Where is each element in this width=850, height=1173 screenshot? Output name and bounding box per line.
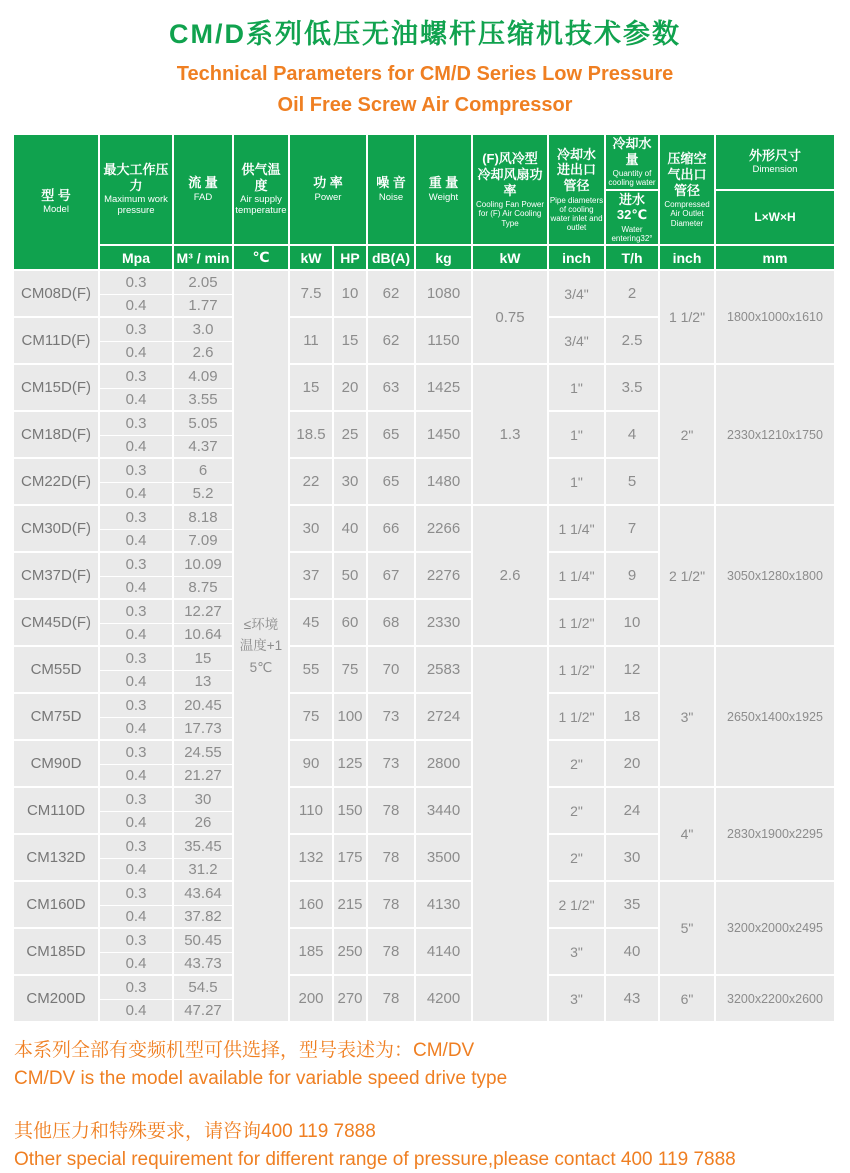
pressure-value: 0.4 [100,436,174,460]
power-kw-value: 22 [290,459,334,506]
pressure-value: 0.4 [100,295,174,319]
weight-value: 1480 [416,459,473,506]
pressure-value: 0.4 [100,718,174,742]
noise-value: 70 [368,647,416,694]
model-name: CM75D [14,694,100,741]
pressure-value: 0.3 [100,506,174,530]
fan-power-value: 0.75 [473,271,549,365]
table-body [14,271,836,1023]
power-kw-value: 200 [290,976,334,1023]
pressure-value: 0.4 [100,953,174,977]
dimension-value: 2650x1400x1925 [716,647,836,788]
model-name: CM30D(F) [14,506,100,553]
weight-value: 1150 [416,318,473,365]
water-qty-value: 10 [606,600,660,647]
power-hp-value: 15 [334,318,368,365]
water-qty-value: 7 [606,506,660,553]
fan-power-value: 2.6 [473,506,549,647]
fad-value: 4.09 [174,365,234,389]
pipe-diameter-value: 3/4" [549,271,606,318]
power-kw-value: 15 [290,365,334,412]
dimension-value: 1800x1000x1610 [716,271,836,365]
col-header-max-pressure: 最大工作压力 Maximum work pressure [100,135,174,246]
outlet-diameter-value: 2 1/2" [660,506,716,647]
pipe-diameter-value: 3/4" [549,318,606,365]
power-kw-value: 75 [290,694,334,741]
col-header-cooling-water-qty: 冷却水量 Quantity of cooling water [606,135,660,191]
power-kw-value: 7.5 [290,271,334,318]
power-hp-value: 10 [334,271,368,318]
power-hp-value: 215 [334,882,368,929]
water-qty-value: 30 [606,835,660,882]
pressure-value: 0.4 [100,671,174,695]
weight-value: 1425 [416,365,473,412]
noise-value: 65 [368,412,416,459]
power-hp-value: 150 [334,788,368,835]
power-hp-value: 125 [334,741,368,788]
water-qty-value: 18 [606,694,660,741]
fad-value: 54.5 [174,976,234,1000]
model-name: CM185D [14,929,100,976]
power-hp-value: 270 [334,976,368,1023]
unit-pressure: Mpa [100,246,174,271]
pressure-value: 0.3 [100,271,174,295]
noise-value: 68 [368,600,416,647]
fad-value: 13 [174,671,234,695]
water-qty-value: 3.5 [606,365,660,412]
pressure-value: 0.4 [100,577,174,601]
fad-value: 2.05 [174,271,234,295]
pressure-value: 0.3 [100,459,174,483]
power-hp-value: 40 [334,506,368,553]
pressure-value: 0.3 [100,929,174,953]
table-row [14,506,836,530]
unit-water: T/h [606,246,660,271]
noise-value: 62 [368,271,416,318]
fad-value: 1.77 [174,295,234,319]
fad-value: 7.09 [174,530,234,554]
dimension-value: 3050x1280x1800 [716,506,836,647]
fad-value: 43.73 [174,953,234,977]
model-name: CM132D [14,835,100,882]
model-name: CM200D [14,976,100,1023]
water-qty-value: 9 [606,553,660,600]
model-name: CM90D [14,741,100,788]
model-name: CM18D(F) [14,412,100,459]
pipe-diameter-value: 1 1/4" [549,506,606,553]
col-header-air-supply-temp: 供气温度 Air supply temperature [234,135,290,246]
table-header [14,135,836,271]
pipe-diameter-value: 1 1/2" [549,647,606,694]
vsd-note [14,1037,850,1092]
noise-value: 62 [368,318,416,365]
pressure-value: 0.3 [100,412,174,436]
model-name: CM110D [14,788,100,835]
weight-value: 3500 [416,835,473,882]
unit-fad: M³ / min [174,246,234,271]
weight-value: 4140 [416,929,473,976]
pressure-value: 0.4 [100,906,174,930]
unit-pipe: inch [549,246,606,271]
dimension-value: 3200x2200x2600 [716,976,836,1023]
outlet-diameter-value: 3" [660,647,716,788]
power-kw-value: 160 [290,882,334,929]
fan-power-value: 1.3 [473,365,549,506]
water-qty-value: 20 [606,741,660,788]
vsd-note-cn: 本系列全部有变频机型可供选择，型号表述为：CM/DV [14,1040,475,1062]
col-header-model [14,135,100,271]
fad-value: 26 [174,812,234,836]
unit-temp: ℃ [234,246,290,271]
fad-value: 3.55 [174,389,234,413]
col-header-lwh: L×W×H [716,191,836,247]
fad-value: 35.45 [174,835,234,859]
noise-value: 78 [368,788,416,835]
water-qty-value: 43 [606,976,660,1023]
fad-value: 15 [174,647,234,671]
outlet-diameter-value: 5" [660,882,716,976]
col-header-fan-power: (F)风冷型冷却风扇功率 Cooling Fan Power for (F) Air Cooling Type [473,135,549,246]
pipe-diameter-value: 2 1/2" [549,882,606,929]
fad-value: 3.0 [174,318,234,342]
power-hp-value: 60 [334,600,368,647]
table-row [14,882,836,906]
noise-value: 66 [368,506,416,553]
dimension-value: 2330x1210x1750 [716,365,836,506]
pipe-diameter-value: 2" [549,835,606,882]
noise-value: 78 [368,882,416,929]
fad-value: 47.27 [174,1000,234,1024]
contact-note [14,1118,850,1173]
model-name: CM15D(F) [14,365,100,412]
water-qty-value: 2 [606,271,660,318]
water-qty-value: 12 [606,647,660,694]
power-hp-value: 25 [334,412,368,459]
water-qty-value: 2.5 [606,318,660,365]
power-kw-value: 185 [290,929,334,976]
pressure-value: 0.4 [100,812,174,836]
page-subtitle [0,59,850,121]
pressure-value: 0.3 [100,647,174,671]
col-header-noise: 噪 音 Noise [368,135,416,246]
pressure-value: 0.3 [100,318,174,342]
unit-dimension: mm [716,246,836,271]
pressure-value: 0.3 [100,694,174,718]
air-supply-temp-note: ≤环境温度+15℃ [234,271,290,1023]
noise-value: 78 [368,835,416,882]
power-kw-value: 30 [290,506,334,553]
power-hp-value: 75 [334,647,368,694]
pipe-diameter-value: 1 1/4" [549,553,606,600]
fad-value: 5.05 [174,412,234,436]
fad-value: 21.27 [174,765,234,789]
fad-value: 8.18 [174,506,234,530]
col-header-model-en: Model [43,204,69,216]
pipe-diameter-value: 1" [549,459,606,506]
fad-value: 43.64 [174,882,234,906]
contact-note-en: Other special requirement for different range of pressure,please contact 400 119 7888 [14,1148,736,1170]
power-kw-value: 110 [290,788,334,835]
fad-value: 30 [174,788,234,812]
unit-weight: kg [416,246,473,271]
unit-fan: kW [473,246,549,271]
noise-value: 73 [368,741,416,788]
col-header-power: 功 率 Power [290,135,368,246]
table-row [14,788,836,812]
water-qty-value: 40 [606,929,660,976]
water-qty-value: 5 [606,459,660,506]
water-qty-value: 24 [606,788,660,835]
weight-value: 4130 [416,882,473,929]
water-qty-value: 4 [606,412,660,459]
model-name: CM22D(F) [14,459,100,506]
table-row [14,976,836,1000]
pipe-diameter-value: 2" [549,741,606,788]
pressure-value: 0.4 [100,1000,174,1024]
fad-value: 5.2 [174,483,234,507]
power-kw-value: 90 [290,741,334,788]
pressure-value: 0.3 [100,741,174,765]
outlet-diameter-value: 6" [660,976,716,1023]
weight-value: 2583 [416,647,473,694]
noise-value: 67 [368,553,416,600]
outlet-diameter-value: 1 1/2" [660,271,716,365]
model-name: CM08D(F) [14,271,100,318]
pressure-value: 0.4 [100,530,174,554]
spec-table [14,135,836,1023]
noise-value: 78 [368,976,416,1023]
fad-value: 31.2 [174,859,234,883]
vsd-note-en: CM/DV is the model available for variable speed drive type [14,1067,508,1089]
pressure-value: 0.3 [100,600,174,624]
dimension-value: 2830x1900x2295 [716,788,836,882]
outlet-diameter-value: 2" [660,365,716,506]
power-hp-value: 30 [334,459,368,506]
weight-value: 2330 [416,600,473,647]
pipe-diameter-value: 1 1/2" [549,694,606,741]
model-name: CM55D [14,647,100,694]
weight-value: 3440 [416,788,473,835]
pipe-diameter-value: 1" [549,412,606,459]
noise-value: 65 [368,459,416,506]
table-row [14,365,836,389]
power-kw-value: 45 [290,600,334,647]
pipe-diameter-value: 3" [549,976,606,1023]
pipe-diameter-value: 2" [549,788,606,835]
table-row [14,647,836,671]
pressure-value: 0.4 [100,483,174,507]
dimension-value: 3200x2000x2495 [716,882,836,976]
weight-value: 4200 [416,976,473,1023]
col-header-weight: 重 量 Weight [416,135,473,246]
weight-value: 2266 [416,506,473,553]
pressure-value: 0.3 [100,976,174,1000]
fad-value: 24.55 [174,741,234,765]
fad-value: 8.75 [174,577,234,601]
power-kw-value: 132 [290,835,334,882]
fad-value: 50.45 [174,929,234,953]
noise-value: 63 [368,365,416,412]
col-header-model-cn: 型 号 [41,187,71,203]
noise-value: 78 [368,929,416,976]
unit-power-kw: kW [290,246,334,271]
unit-noise: dB(A) [368,246,416,271]
table-row [14,271,836,295]
col-header-pipe-diameter: 冷却水进出口管径 Pipe diameters of cooling water inlet and outlet [549,135,606,246]
fad-value: 12.27 [174,600,234,624]
pressure-value: 0.3 [100,835,174,859]
page-title: CM/D系列低压无油螺杆压缩机技术参数 [169,19,681,49]
fad-value: 37.82 [174,906,234,930]
power-hp-value: 50 [334,553,368,600]
pressure-value: 0.3 [100,365,174,389]
fad-value: 10.09 [174,553,234,577]
col-header-dimension: 外形尺寸 Dimension [716,135,836,191]
pipe-diameter-value: 1 1/2" [549,600,606,647]
spec-sheet-page [0,12,850,1170]
fad-value: 4.37 [174,436,234,460]
model-name: CM37D(F) [14,553,100,600]
weight-value: 2800 [416,741,473,788]
fad-value: 17.73 [174,718,234,742]
power-kw-value: 55 [290,647,334,694]
fad-value: 6 [174,459,234,483]
pipe-diameter-value: 3" [549,929,606,976]
pressure-value: 0.4 [100,765,174,789]
contact-note-cn: 其他压力和特殊要求，请咨询400 119 7888 [14,1121,376,1143]
fad-value: 10.64 [174,624,234,648]
water-qty-value: 35 [606,882,660,929]
power-kw-value: 18.5 [290,412,334,459]
pressure-value: 0.3 [100,788,174,812]
pressure-value: 0.4 [100,342,174,366]
model-name: CM160D [14,882,100,929]
pipe-diameter-value: 1" [549,365,606,412]
unit-outlet: inch [660,246,716,271]
outlet-diameter-value: 4" [660,788,716,882]
weight-value: 1080 [416,271,473,318]
pressure-value: 0.4 [100,859,174,883]
unit-power-hp: HP [334,246,368,271]
weight-value: 2276 [416,553,473,600]
col-header-outlet-diameter: 压缩空气出口管径 Compressed Air Outlet Diameter [660,135,716,246]
pressure-value: 0.3 [100,553,174,577]
model-name: CM45D(F) [14,600,100,647]
power-hp-value: 20 [334,365,368,412]
col-header-water-entering: 进水32℃ Water entering32° [606,191,660,247]
fad-value: 20.45 [174,694,234,718]
power-hp-value: 100 [334,694,368,741]
fad-value: 2.6 [174,342,234,366]
pressure-value: 0.4 [100,389,174,413]
pressure-value: 0.4 [100,624,174,648]
model-name: CM11D(F) [14,318,100,365]
power-hp-value: 250 [334,929,368,976]
power-kw-value: 11 [290,318,334,365]
noise-value: 73 [368,694,416,741]
pressure-value: 0.3 [100,882,174,906]
weight-value: 1450 [416,412,473,459]
subtitle-line-2: Oil Free Screw Air Compressor [277,94,573,116]
fan-power-value [473,647,549,1023]
power-hp-value: 175 [334,835,368,882]
col-header-fad: 流 量 FAD [174,135,234,246]
power-kw-value: 37 [290,553,334,600]
weight-value: 2724 [416,694,473,741]
subtitle-line-1: Technical Parameters for CM/D Series Low Pressure [176,63,674,85]
